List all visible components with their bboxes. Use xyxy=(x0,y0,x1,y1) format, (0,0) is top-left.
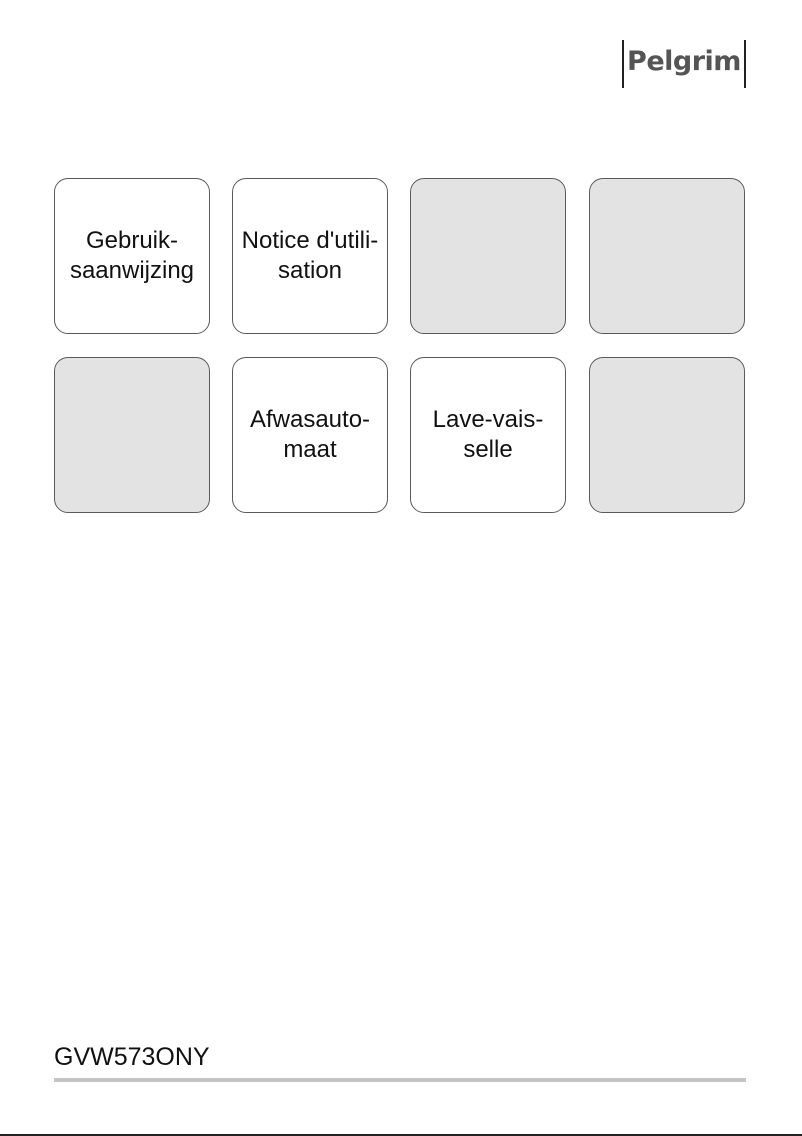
language-tile-empty xyxy=(589,178,745,334)
language-tile-nl-product xyxy=(232,357,388,513)
tile-line: selle xyxy=(463,436,513,463)
model-number: GVW573ONY xyxy=(54,1043,210,1071)
tile-line: Gebruik- xyxy=(85,227,178,254)
tile-line: Afwasauto- xyxy=(249,406,371,433)
tile-line: maat xyxy=(283,436,337,463)
language-tile-empty xyxy=(410,178,566,334)
tile-line: saanwijzing xyxy=(69,257,195,284)
logo-bar-right xyxy=(744,40,746,88)
tile-line: Lave-vais- xyxy=(432,406,544,433)
logo-wordmark: Pelgrim xyxy=(627,46,741,77)
language-tile-empty xyxy=(54,357,210,513)
tile-line: Notice d'utili- xyxy=(241,227,379,254)
language-tile-nl-title xyxy=(54,178,210,334)
footer-divider xyxy=(54,1078,746,1082)
language-tile-empty xyxy=(589,357,745,513)
language-tile-fr-title xyxy=(232,178,388,334)
tile-line: sation xyxy=(277,257,343,284)
brand-logo xyxy=(622,40,746,88)
language-tile-fr-product xyxy=(410,357,566,513)
